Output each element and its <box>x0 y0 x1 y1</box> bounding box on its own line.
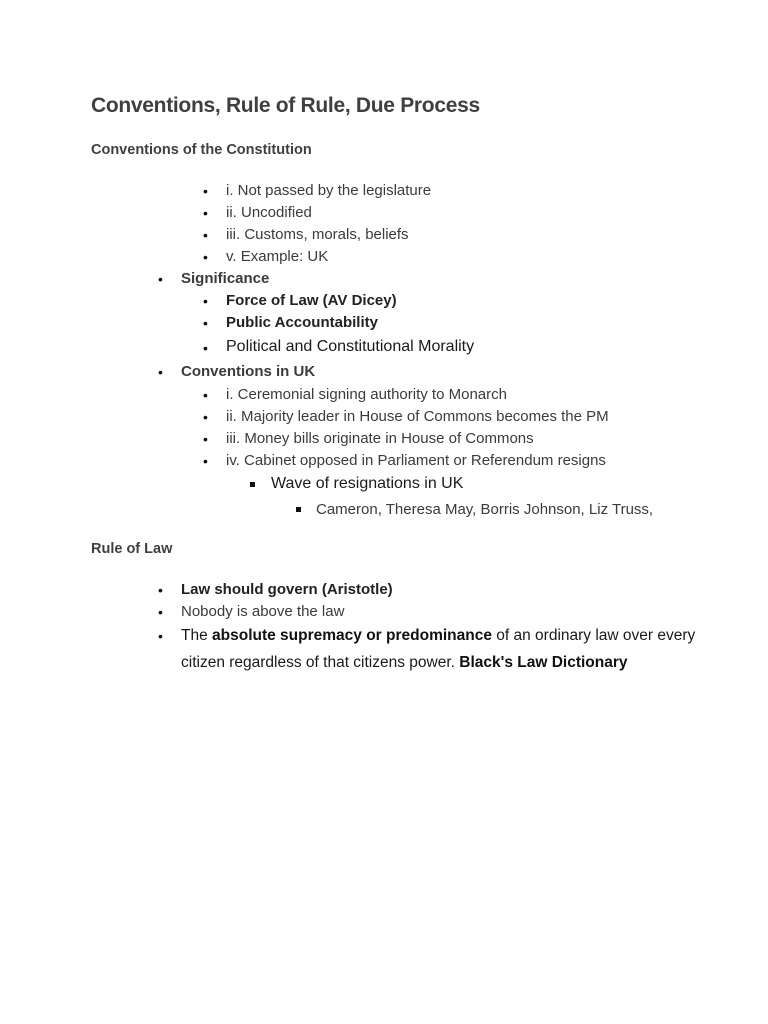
list-item: iii. Money bills originate in House of Commons <box>226 430 534 447</box>
list-item: Political and Constitutional Morality <box>226 338 475 355</box>
list-item: i. Ceremonial signing authority to Monarch <box>226 386 507 403</box>
list-item: Law should govern (Aristotle) <box>181 581 393 598</box>
bullet-icon: • <box>203 293 208 309</box>
bullet-icon: • <box>203 431 208 447</box>
bullet-icon: • <box>203 249 208 265</box>
list-item: Nobody is above the law <box>181 603 345 620</box>
bullet-icon: • <box>158 271 163 287</box>
section-heading-rule-of-law: Rule of Law <box>91 541 173 557</box>
list-item-wave: Wave of resignations in UK <box>271 475 464 492</box>
square-bullet-icon <box>250 482 255 487</box>
list-item: Force of Law (AV Dicey) <box>226 292 397 309</box>
list-item-conventions-uk: Conventions in UK <box>181 363 316 380</box>
list-item: ii. Majority leader in House of Commons becomes the PM <box>226 408 609 425</box>
bullet-icon: • <box>203 340 208 356</box>
bullet-icon: • <box>203 387 208 403</box>
bullet-icon: • <box>158 628 163 644</box>
para-bold-text: absolute supremacy or predominance <box>212 627 492 644</box>
list-item-names: Cameron, Theresa May, Borris Johnson, Liz Truss, <box>316 501 654 518</box>
rule-of-law-definition <box>181 622 701 676</box>
bullet-icon: • <box>203 453 208 469</box>
list-item: v. Example: UK <box>226 248 329 265</box>
list-item: iv. Cabinet opposed in Parliament or Referendum resigns <box>226 452 606 469</box>
bullet-icon: • <box>158 364 163 380</box>
page-title: Conventions, Rule of Rule, Due Process <box>91 94 480 117</box>
list-item-significance: Significance <box>181 270 270 287</box>
para-text: The <box>181 627 213 644</box>
list-item: iii. Customs, morals, beliefs <box>226 226 409 243</box>
list-item: Public Accountability <box>226 314 378 331</box>
bullet-icon: • <box>158 604 163 620</box>
list-item: ii. Uncodified <box>226 204 312 221</box>
para-source: Black's Law Dictionary <box>459 654 628 671</box>
bullet-icon: • <box>203 315 208 331</box>
para-text: of an ordinary law over every citizen regardless of that citizens power. <box>181 627 696 671</box>
square-bullet-icon <box>296 507 301 512</box>
bullet-icon: • <box>158 582 163 598</box>
section-heading-conventions: Conventions of the Constitution <box>91 142 312 158</box>
list-item: i. Not passed by the legislature <box>226 182 432 199</box>
bullet-icon: • <box>203 409 208 425</box>
bullet-icon: • <box>203 205 208 221</box>
bullet-icon: • <box>203 183 208 199</box>
bullet-icon: • <box>203 227 208 243</box>
